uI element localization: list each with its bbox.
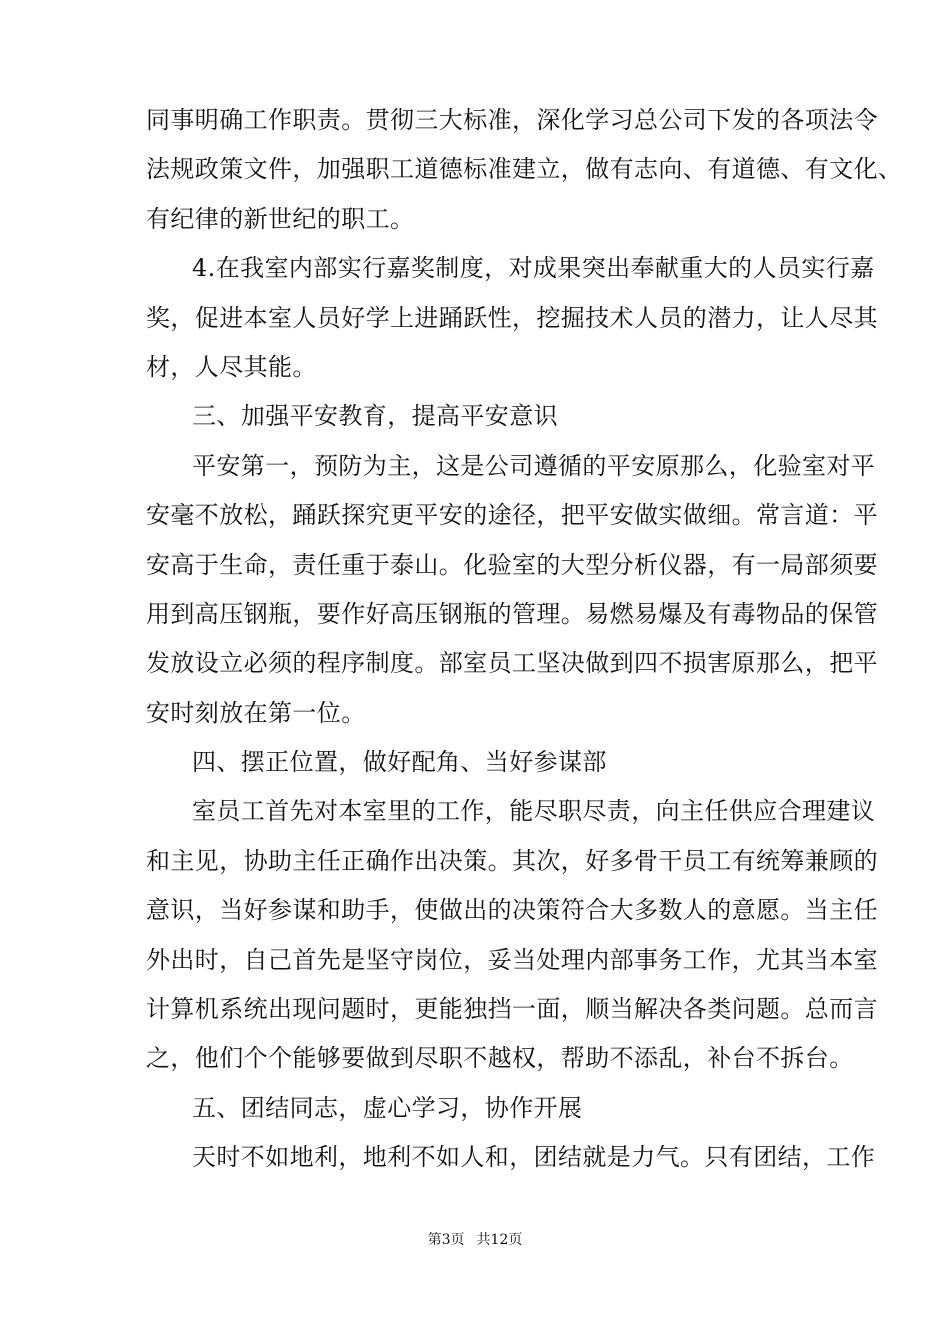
section-heading-unity xyxy=(146,1084,826,1133)
text-line: 同事明确工作职责。贯彻三大标准，深化学习总公司下发的各项法令 xyxy=(146,106,878,134)
paragraph-duties xyxy=(146,96,903,244)
section-heading-safety xyxy=(146,392,826,441)
text-line: 和主见，协助主任正确作出决策。其次，好多骨干员工有统筹兼顾的 xyxy=(146,846,878,875)
paragraph-unity xyxy=(146,1133,876,1182)
heading-line: 五、团结同志，虚心学习，协作开展 xyxy=(192,1093,583,1122)
text-line: 奖，促进本室人员好学上进踊跃性，挖掘技术人员的潜力，让人尽其 xyxy=(146,303,878,332)
text-line: 之，他们个个能够要做到尽职不越权，帮助不添乱，补台不拆台。 xyxy=(146,1044,854,1073)
text-line: 安毫不放松，踊跃探究更平安的途径，把平安做实做细。常言道：平 xyxy=(146,501,878,530)
heading-line: 三、加强平安教育，提高平安意识 xyxy=(192,402,558,431)
paragraph-position xyxy=(146,787,878,1083)
text-line: 有纪律的新世纪的职工。 xyxy=(146,204,415,233)
text-line: 外出时，自己首先是坚守岗位，妥当处理内部事务工作，尤其当本室 xyxy=(146,945,878,974)
text-line: 意识，当好参谋和助手，使做出的决策符合大多数人的意愿。当主任 xyxy=(146,896,878,925)
text-line: 4.在我室内部实行嘉奖制度，对成果突出奉献重大的人员实行嘉 xyxy=(192,254,875,283)
section-heading-position xyxy=(146,738,826,787)
text-line: 安高于生命，责任重于泰山。化验室的大型分析仪器，有一局部须要 xyxy=(146,550,878,579)
text-line: 计算机系统出现问题时，更能独挡一面，顺当解决各类问题。总而言 xyxy=(146,995,878,1024)
text-line: 室员工首先对本室里的工作，能尽职尽责，向主任供应合理建议 xyxy=(192,797,876,826)
text-line: 天时不如地利，地利不如人和，团结就是力气。只有团结，工作 xyxy=(192,1143,876,1172)
text-line: 平安第一，预防为主，这是公司遵循的平安原那么，化验室对平 xyxy=(192,451,876,480)
page-number: 第3页 xyxy=(427,1232,465,1248)
page-total: 共12页 xyxy=(476,1232,523,1248)
text-line: 安时刻放在第一位。 xyxy=(146,698,366,727)
paragraph-safety xyxy=(146,442,878,738)
text-line: 法规政策文件，加强职工道德标准建立，做有志向、有道德、有文化、 xyxy=(146,155,903,184)
heading-line: 四、摆正位置，做好配角、当好参谋部 xyxy=(192,748,607,777)
text-line: 材，人尽其能。 xyxy=(146,352,317,381)
page-footer xyxy=(0,1230,950,1250)
paragraph-reward-system xyxy=(146,244,878,392)
document-body xyxy=(146,96,903,1183)
text-line: 发放设立必须的程序制度。部室员工坚决做到四不损害原那么，把平 xyxy=(146,649,878,678)
text-line: 用到高压钢瓶，要作好高压钢瓶的管理。易燃易爆及有毒物品的保管 xyxy=(146,599,878,628)
